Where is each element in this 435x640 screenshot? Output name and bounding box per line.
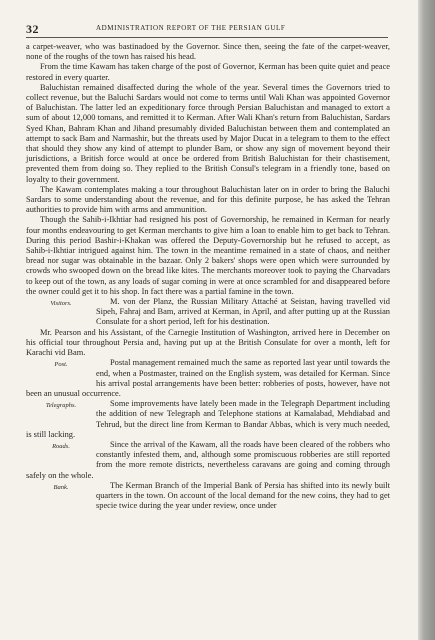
report-body [26, 42, 390, 511]
section-visitors [26, 297, 390, 328]
scan-page-edge [418, 0, 435, 640]
page-number: 32 [26, 22, 39, 36]
side-head-post: Post. [54, 361, 68, 369]
paragraph-carpet-weaver: a carpet-weaver, who was bastinadoed by the Governor. Since then, seeing the fate of the carpet-weaver, none of the roughs of the town has raised his head. [26, 42, 390, 62]
paragraph-bank: The Kerman Branch of the Imperial Bank of Persia has shifted into its newly built quarters in the town. On account of the local demand for the new coins, they had to get specie twice during the year under review, once under [96, 480, 390, 511]
section-roads [26, 440, 390, 481]
paragraph-sahib-i-ikhtiar: Though the Sahib-i-Ikhtiar had resigned his post of Governorship, he remained in Kerman for nearly four months endeavouring to get Kerman merchants to give him a loan to enable him to get back to Tehran. During this period Bashir-i-Khakan was offered the Deputy-Governorship but he refused to accept, as Sahib-i-Ikhtiar intrigued against him. The town in the meantime remained in a state of chaos, and neither bread nor sugar was obtainable in the bazaar. Only 2 bakers' shops were open which were surrounded by crowds who swooped down on the bread like kites. The merchants moreover took to paying the Charvadars to keep out of the town, as any loads of sugar coming in were at once scrambled for and disappeared before the owner could get it to his shop. In fact there was a partial famine in the town. [26, 215, 390, 296]
section-bank [26, 481, 390, 512]
header-rule [26, 37, 388, 38]
paragraph-kawam-tour: The Kawam contemplates making a tour throughout Baluchistan later on in order to bring the Baluchi Sardars to some understanding about the revenue, and for this definite purpose, he has asked the Tehran authorities to provide him with arms and ammunition. [26, 184, 390, 215]
side-head-bank: Bank. [53, 483, 69, 491]
side-head-visitors: Visitors. [50, 300, 72, 308]
paragraph-baluchistan: Baluchistan remained disaffected during the whole of the year. Several times the Governors tried to collect revenue, but the Baluchi Sardars would not come to terms until Wali Khan was appointed Governor of Baluchistan. The latter led an expeditionary force through Persian Baluchistan and managed to extort a sum of about 12,000 tomans, and remitted it to Kerman. After Wali Khan's return from Baluchistan, Sardars Syed Khan, Bahram Khan and Jihand presumably divided Baluchistan between them and contemplated an attempt to sack Bam and Narmashir, but the threats used by Major Ducat in a telegram to them to the effect that should they show any kind of attempt to plunder Bam, or show any sign of movement beyond their jurisdictions, a British force would at once be ordered from British Baluchistan for their chastisement, prevented them from doing so. They replied to the British Consul's telegram in a friendly tone, based on loyalty to their government. [26, 82, 390, 184]
section-post [26, 358, 390, 399]
paragraph-pearson: Mr. Pearson and his Assistant, of the Carnegie Institution of Washington, arrived here in December on his official tour throughout Persia and, having put up at the British Consulate for over a month, left for Karachi vid Bam. [26, 327, 390, 358]
page-header [26, 22, 386, 36]
paragraph-postal: Postal management remained much the same as reported last year until towards the end, when a Postmaster, trained on the English system, was detailed for Kerman. Since his arrival postal arrangements have been better: robberies of posts, however, have not been an unusual occurrence. [26, 358, 390, 398]
paragraph-telegraph: Some improvements have lately been made in the Telegraph Department including the addition of new Telegraph and Telephone stations at Kamalabad, Mehdiabad and Tehrud, but the direct line from Kerman to Bandar Abbas, which is very much needed, is still lacking. [26, 399, 390, 439]
paragraph-kawam-governor: From the time Kawam has taken charge of the post of Governor, Kerman has been quite quiet and peace restored in every quarter. [26, 62, 390, 82]
section-telegraphs [26, 399, 390, 440]
running-title: ADMINISTRATION REPORT OF THE PERSIAN GULF [96, 24, 286, 32]
side-head-telegraphs: Telegraphs. [45, 402, 77, 410]
side-head-roads: Roads. [52, 442, 70, 450]
paragraph-russian-attache: M. von der Planz, the Russian Military Attaché at Seistan, having travelled vid Sipeh, Fahraj and Bam, arrived at Kerman, in April, and after putting up at the Russian Consulate for a short period, left for his destination. [96, 297, 390, 327]
paragraph-roads: Since the arrival of the Kawam, all the roads have been cleared of the robbers who constantly infested them, and, although some promiscuous robberies are still reported from the more remote districts, nevertheless caravans are going and coming through safely on the whole. [26, 439, 390, 480]
